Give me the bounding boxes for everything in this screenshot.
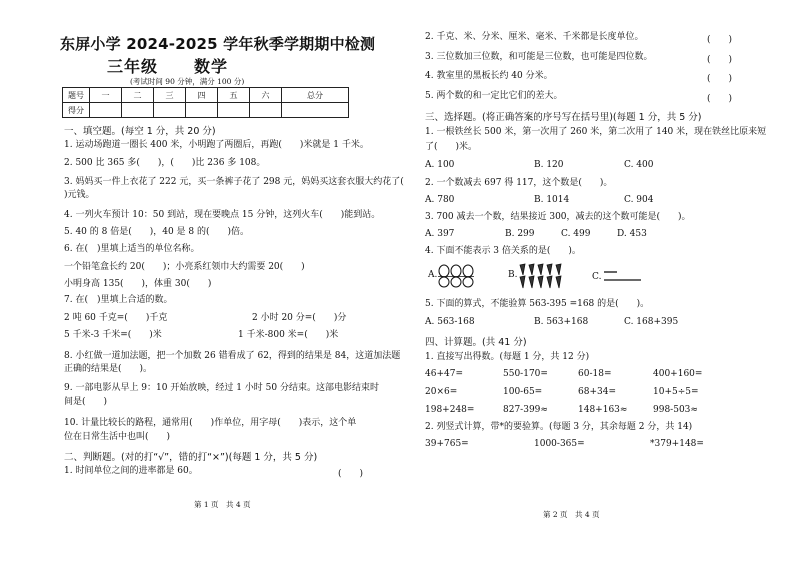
calc-item: 198+248= — [425, 405, 475, 415]
carrots-picture-icon — [517, 262, 563, 290]
answer-paren[interactable]: ( ) — [707, 94, 733, 104]
answer-paren[interactable]: ( ) — [707, 35, 733, 45]
calc-item: 46+47= — [425, 369, 463, 379]
choice-5-option[interactable]: A. 563-168 — [425, 317, 475, 327]
choice-3-option[interactable]: C. 499 — [561, 229, 591, 239]
score-input-cell[interactable] — [186, 103, 218, 118]
page-footer-2: 第 2 页 共 4 页 — [543, 510, 600, 519]
score-input-cell[interactable] — [250, 103, 282, 118]
calc-item: 60-18= — [578, 369, 612, 379]
score-input-cell[interactable] — [122, 103, 154, 118]
question-7a-left: 2 吨 60 千克=( )千克 — [64, 313, 168, 323]
choice-4: 4. 下面不能表示 3 倍关系的是( )。 — [425, 246, 581, 256]
question-7: 7. 在( )里填上合适的数。 — [64, 295, 173, 305]
calc-item: 100-65= — [503, 387, 543, 397]
exam-title: 东屏小学 2024-2025 学年秋季学期期中检测 — [60, 35, 376, 53]
question-6a: 一个铅笔盒长约 20( )；小亮系红领巾大约需要 20( ) — [64, 262, 305, 272]
question-8: 8. 小红做一道加法题，把一个加数 26 错看成了 62，得到的结果是 84，这道加法题 — [64, 351, 401, 361]
grade-label: 三年级 — [107, 57, 159, 76]
subject-label: 数学 — [194, 57, 229, 76]
choice-2-option[interactable]: A. 780 — [425, 195, 455, 205]
answer-paren[interactable]: ( ) — [707, 74, 733, 84]
calc-item: 148+163≈ — [578, 405, 628, 415]
choice-1-option[interactable]: B. 120 — [534, 160, 564, 170]
section-judge: 二、判断题。(对的打“√”，错的打“×”)(每题 1 分，共 5 分) — [64, 452, 318, 463]
choice-5: 5. 下面的算式，不能验算 563-395 =168 的是( )。 — [425, 299, 650, 309]
choice-5-option[interactable]: B. 563+168 — [534, 317, 589, 327]
choice-1-cont: 了( )米。 — [425, 142, 478, 152]
question-2: 2. 500 比 365 多( )，( )比 236 多 108。 — [64, 158, 266, 168]
score-table-row — [63, 103, 349, 118]
choice-3-option[interactable]: B. 299 — [505, 229, 535, 239]
calc-item: 400+160= — [653, 369, 703, 379]
question-6b: 小明身高 135( )，体重 30( ) — [64, 279, 212, 289]
score-input-cell[interactable] — [154, 103, 186, 118]
score-input-cell[interactable] — [90, 103, 122, 118]
choice-3-option[interactable]: D. 453 — [617, 229, 647, 239]
score-cell: 得分 — [63, 103, 90, 118]
calc-item: 10+5÷5= — [653, 387, 699, 397]
question-3: 3. 妈妈买一件上衣花了 222 元，买一条裤子花了 298 元，妈妈买这套衣服大约花了( — [64, 177, 404, 187]
score-table-row — [63, 88, 349, 103]
apples-picture-icon — [436, 262, 476, 288]
choice-4-option-a[interactable]: A. — [428, 270, 438, 280]
choice-2-option[interactable]: B. 1014 — [534, 195, 570, 205]
calc-2-heading: 2. 列竖式计算，带*的要验算。(每题 3 分，其余每题 2 分，共 14) — [425, 422, 693, 432]
score-cell: 一 — [90, 88, 122, 103]
score-cell: 总分 — [282, 88, 349, 103]
calc-1-heading: 1. 直接写出得数。(每题 1 分，共 12 分) — [425, 352, 590, 362]
question-1: 1. 运动场跑道一圈长 400 米，小明跑了两圈后，再跑( )米就是 1 千米。 — [64, 140, 369, 150]
choice-2: 2. 一个数减去 697 得 117，这个数是( )。 — [425, 178, 613, 188]
choice-1-option[interactable]: A. 100 — [425, 160, 455, 170]
line-segments-picture-icon — [603, 268, 643, 284]
section-calc: 四、计算题。(共 41 分) — [425, 337, 527, 348]
choice-3-option[interactable]: A. 397 — [425, 229, 455, 239]
choice-1: 1. 一根铁丝长 500 米，第一次用了 260 米，第二次用了 140 米，现在铁丝比原来短 — [425, 127, 767, 137]
section-fill-blank: 一、填空题。(每空 1 分，共 20 分) — [64, 126, 216, 137]
score-cell: 题号 — [63, 88, 90, 103]
question-10: 10. 计量比较长的路程，通常用( )作单位，用字母( )表示，这个单 — [64, 418, 357, 428]
question-7b-right: 1 千米-800 米=( )米 — [238, 330, 339, 340]
question-7a-right: 2 小时 20 分=( )分 — [252, 313, 347, 323]
calc-item: 827-399≈ — [503, 405, 548, 415]
question-4: 4. 一列火车预计 10：50 到站，现在要晚点 15 分钟，这列火车( )能到站。 — [64, 210, 381, 220]
score-cell: 五 — [218, 88, 250, 103]
choice-3: 3. 700 减去一个数，结果接近 300，减去的这个数可能是( )。 — [425, 212, 691, 222]
score-cell: 四 — [186, 88, 218, 103]
question-9-cont: 间是( ) — [64, 397, 108, 407]
judge-4: 4. 教室里的黑板长约 40 分米。 — [425, 71, 553, 81]
question-5: 5. 40 的 8 倍是( )，40 是 8 的( )倍。 — [64, 227, 250, 237]
judge-3: 3. 三位数加三位数，和可能是三位数，也可能是四位数。 — [425, 52, 653, 62]
page-footer-1: 第 1 页 共 4 页 — [194, 500, 251, 509]
calc-2-item: *379+148= — [650, 439, 704, 449]
choice-4-option-c[interactable]: C. — [592, 272, 602, 282]
calc-item: 20×6= — [425, 387, 458, 397]
question-3-cont: )元钱。 — [64, 190, 95, 200]
score-cell: 三 — [154, 88, 186, 103]
calc-2-item: 1000-365= — [534, 439, 585, 449]
choice-2-option[interactable]: C. 904 — [624, 195, 654, 205]
calc-item: 68+34= — [578, 387, 616, 397]
question-8-cont: 正确的结果是( )。 — [64, 364, 153, 374]
choice-4-option-b[interactable]: B. — [508, 270, 518, 280]
calc-2-item: 39+765= — [425, 439, 469, 449]
question-7b-left: 5 千米-3 千米=( )米 — [64, 330, 162, 340]
score-input-cell[interactable] — [218, 103, 250, 118]
calc-item: 998-503≈ — [653, 405, 698, 415]
question-6: 6. 在( )里填上适当的单位名称。 — [64, 244, 200, 254]
score-input-cell[interactable] — [282, 103, 349, 118]
question-10-cont: 位在日常生活中也叫( ) — [64, 432, 171, 442]
judge-2: 2. 千克、米、分米、厘米、毫米、千米都是长度单位。 — [425, 32, 644, 42]
question-9: 9. 一部电影从早上 9：10 开始放映，经过 1 小时 50 分结束。这部电影结束时 — [64, 383, 379, 393]
judge-1: 1. 时间单位之间的进率都是 60。 — [64, 466, 198, 476]
choice-1-option[interactable]: C. 400 — [624, 160, 654, 170]
calc-item: 550-170= — [503, 369, 548, 379]
choice-5-option[interactable]: C. 168+395 — [624, 317, 679, 327]
answer-paren[interactable]: ( ) — [338, 469, 364, 479]
section-choice: 三、选择题。(将正确答案的序号写在括号里)(每题 1 分，共 5 分) — [425, 112, 702, 123]
exam-info: (考试时间 90 分钟，满分 100 分) — [130, 77, 245, 86]
judge-5: 5. 两个数的和一定比它们的差大。 — [425, 91, 563, 101]
score-cell: 二 — [122, 88, 154, 103]
score-table — [62, 87, 349, 118]
answer-paren[interactable]: ( ) — [707, 55, 733, 65]
score-cell: 六 — [250, 88, 282, 103]
